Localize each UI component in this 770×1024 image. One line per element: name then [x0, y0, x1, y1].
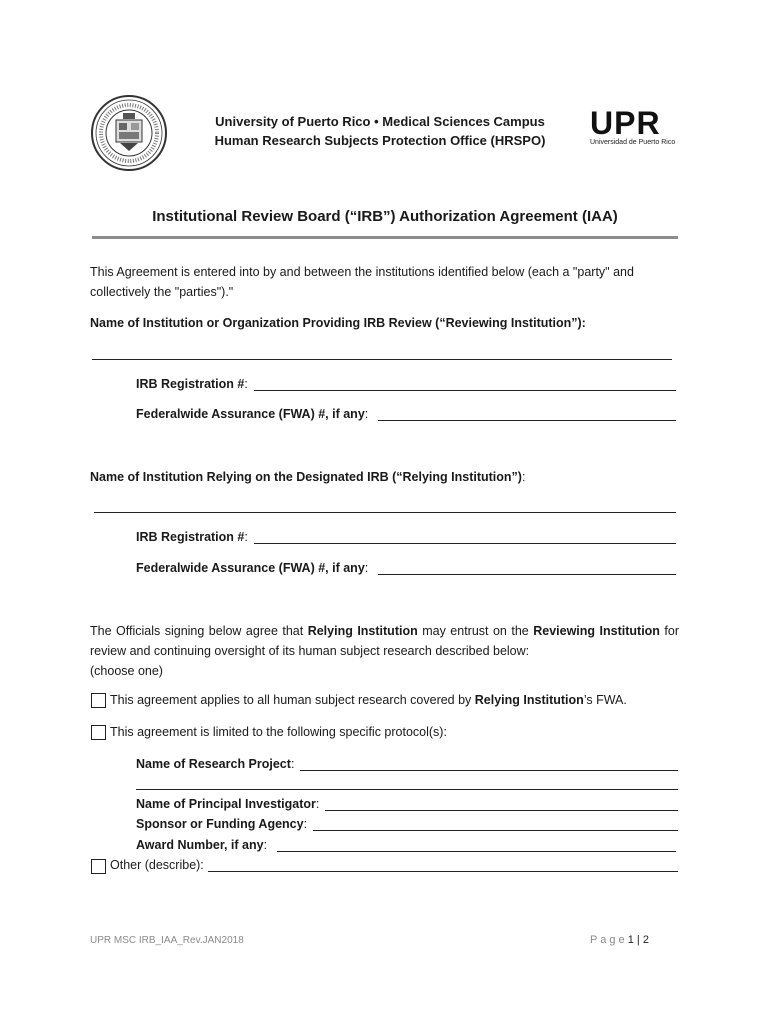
reviewing-fwa-field[interactable]	[378, 406, 676, 421]
officials-paragraph	[90, 621, 679, 661]
upr-logo-text: UPR	[590, 105, 661, 141]
relying-institution-field[interactable]	[94, 512, 676, 513]
award-label: Award Number, if any	[136, 838, 264, 852]
option-specific-protocol	[91, 722, 691, 742]
option-other-checkbox[interactable]	[91, 859, 106, 874]
university-seal-icon	[90, 93, 168, 173]
option-all-research-suffix: ’s FWA.	[583, 693, 627, 707]
project-field[interactable]	[300, 756, 678, 771]
officials-text-3: for review and continuing oversight of its human subject research described below:	[90, 624, 679, 658]
upr-logo	[590, 105, 682, 146]
other-field[interactable]	[208, 857, 678, 872]
project-row: Name of Research Project :	[136, 756, 678, 771]
sponsor-row: Sponsor or Funding Agency :	[136, 816, 678, 831]
reviewing-fwa-label: Federalwide Assurance (FWA) #, if any	[136, 407, 365, 421]
option-specific-protocol-checkbox[interactable]	[91, 725, 106, 740]
footer-page-word: P a g e	[590, 934, 625, 946]
relying-fwa-field[interactable]	[378, 560, 676, 575]
footer-doc-id: UPR MSC IRB_IAA_Rev.JAN2018	[90, 935, 244, 946]
officials-institution-bold: Institution	[599, 624, 660, 638]
title-divider	[92, 236, 678, 239]
footer-page-total: 2	[642, 934, 649, 946]
reviewing-institution-field[interactable]	[92, 359, 672, 360]
other-label: Other (describe):	[110, 858, 204, 872]
option-all-research	[91, 690, 691, 710]
relying-fwa-label: Federalwide Assurance (FWA) #, if any	[136, 561, 365, 575]
officials-relying-bold: Relying Institution	[307, 624, 418, 638]
pi-field[interactable]	[325, 796, 678, 811]
sponsor-label: Sponsor or Funding Agency	[136, 817, 304, 831]
footer-page-current: 1	[627, 934, 634, 946]
relying-irb-field[interactable]	[254, 529, 676, 544]
reviewing-irb-row: IRB Registration # :	[136, 376, 676, 391]
relying-irb-label: IRB Registration #	[136, 530, 245, 544]
officials-reviewing-bold: Reviewing	[533, 624, 596, 638]
other-row	[91, 857, 678, 872]
option-all-research-bold: Relying Institution	[474, 693, 584, 707]
option-all-research-text: This agreement applies to all human subject research covered by	[110, 693, 475, 707]
officials-text-2: may entrust on the	[417, 624, 534, 638]
option-all-research-checkbox[interactable]	[91, 693, 106, 708]
header-office: Human Research Subjects Protection Office (HRSPO)	[214, 133, 546, 148]
award-row: Award Number, if any :	[136, 837, 676, 852]
footer-page-separator: |	[633, 934, 643, 946]
page-title: Institutional Review Board (“IRB”) Authorization Agreement (IAA)	[152, 208, 618, 225]
pi-label: Name of Principal Investigator	[136, 797, 316, 811]
relying-institution-label: Name of Institution Relying on the Designated IRB (“Relying Institution”)	[90, 470, 522, 484]
university-seal	[90, 93, 168, 173]
reviewing-fwa-row: Federalwide Assurance (FWA) #, if any :	[136, 406, 676, 421]
choose-one-note: (choose one)	[90, 664, 163, 678]
pi-row: Name of Principal Investigator :	[136, 796, 678, 811]
award-field[interactable]	[277, 837, 676, 852]
relying-fwa-row: Federalwide Assurance (FWA) #, if any :	[136, 560, 676, 575]
footer-page-number	[590, 934, 649, 946]
intro-paragraph: This Agreement is entered into by and between the institutions identified below (each a "party" and collectively the "parties")."	[90, 265, 634, 299]
upr-logo-subtitle: Universidad de Puerto Rico	[590, 139, 676, 146]
sponsor-field[interactable]	[313, 816, 678, 831]
project-field-2[interactable]	[136, 789, 678, 790]
relying-irb-row: IRB Registration # :	[136, 529, 676, 544]
reviewing-irb-label: IRB Registration #	[136, 377, 245, 391]
reviewing-irb-field[interactable]	[254, 376, 676, 391]
relying-institution-label-row: Name of Institution Relying on the Designated IRB (“Relying Institution”):	[90, 470, 526, 484]
option-specific-protocol-text: This agreement is limited to the following specific protocol(s):	[110, 725, 447, 739]
project-label: Name of Research Project	[136, 757, 291, 771]
reviewing-institution-label: Name of Institution or Organization Providing IRB Review (“Reviewing Institution”):	[90, 316, 586, 330]
officials-text-1: The Officials signing below agree that	[90, 624, 308, 638]
header-institution: University of Puerto Rico • Medical Sciences Campus	[215, 114, 545, 129]
